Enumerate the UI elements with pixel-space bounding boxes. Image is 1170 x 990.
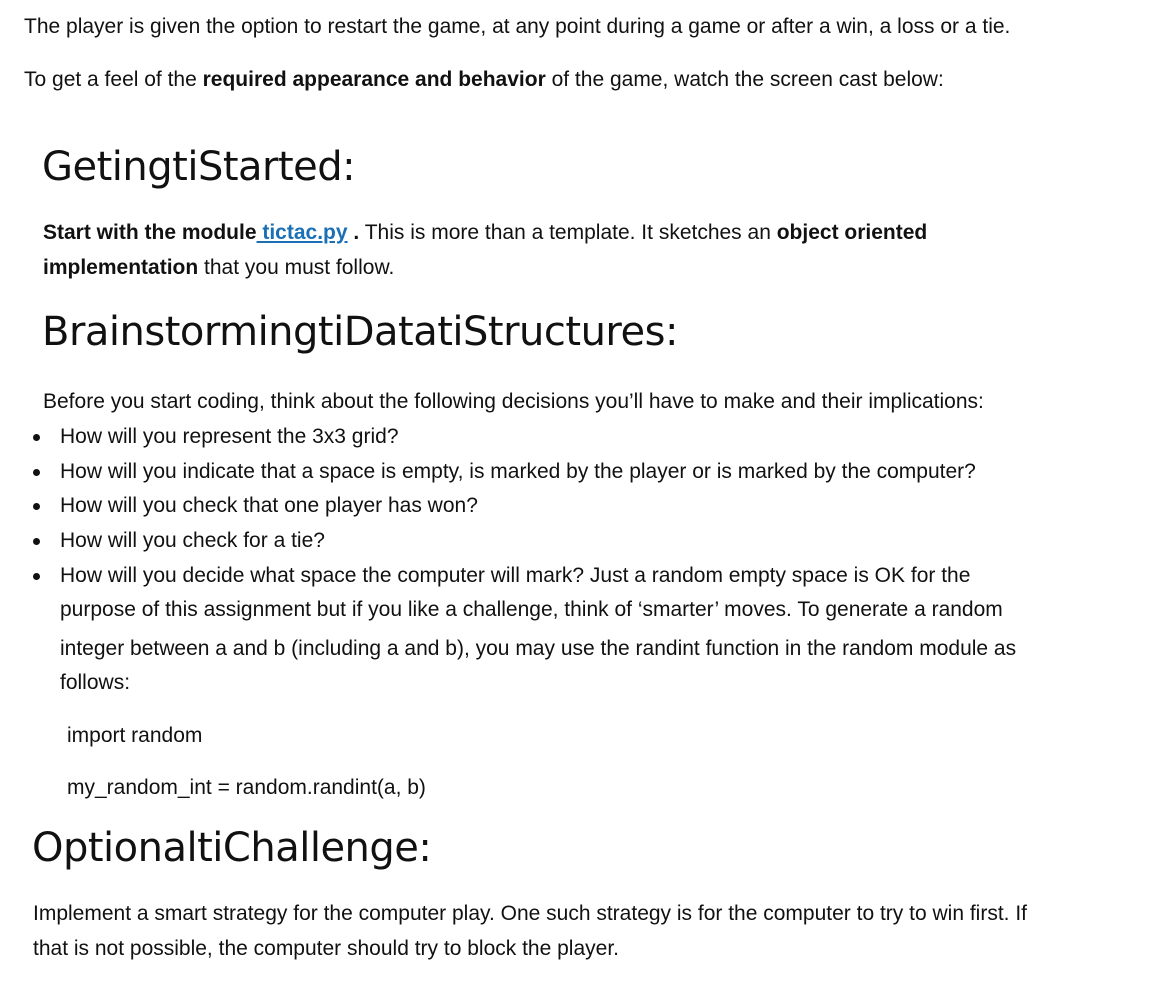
- brainstorming-heading: BrainstormingtiDatatiStructures:: [42, 309, 678, 355]
- code-import-line: import random: [67, 724, 203, 747]
- bullet-icon: [33, 434, 40, 441]
- restart-paragraph: [24, 15, 1010, 39]
- bullet5-continuation-3: follows:: [60, 671, 131, 694]
- must-follow-text: that you must follow.: [198, 256, 395, 279]
- bullet5-continuation-2: integer between a and b (including a and b), you may use the randint function in the random module as: [60, 637, 1017, 660]
- implementation-bold: implementation: [43, 256, 199, 279]
- optional-challenge-line2: that is not possible, the computer should try to block the player.: [33, 937, 619, 960]
- tictac-module-link[interactable]: tictac.py: [256, 221, 348, 244]
- bullet-icon: [33, 469, 40, 476]
- start-module-bold: Start with the module: [43, 221, 257, 244]
- bullet-icon: [33, 503, 40, 510]
- bullet-icon: [33, 573, 40, 580]
- object-oriented-bold: object oriented: [776, 221, 928, 244]
- optional-challenge-heading: OptionaltiChallenge:: [32, 825, 432, 871]
- bullet5-continuation-1: purpose of this assignment but if you like a challenge, think of ‘smarter’ moves. To generate a random: [60, 598, 1003, 621]
- code-randint-line: my_random_int = random.randint(a, b): [67, 776, 426, 799]
- feel-text-post: of the game, watch the screen cast below:: [545, 68, 944, 91]
- feel-paragraph: [24, 68, 944, 92]
- restart-text: The player is given the option to restart the game, at any point during a game or after a win, a loss or a tie.: [24, 15, 1011, 38]
- template-text: This is more than a template. It sketches an: [359, 221, 777, 244]
- getting-started-heading: GetingtiStarted:: [42, 144, 356, 190]
- feel-text-bold: required appearance and behavior: [202, 68, 546, 91]
- after-link-bold: .: [347, 221, 360, 244]
- getting-started-line2: [43, 256, 394, 280]
- brainstorming-intro: Before you start coding, think about the following decisions you’ll have to make and their implications:: [43, 390, 984, 413]
- bullet-icon: [33, 538, 40, 545]
- optional-challenge-line1: Implement a smart strategy for the computer play. One such strategy is for the computer to try to win first. If: [33, 902, 1027, 925]
- getting-started-line1: [43, 221, 927, 245]
- feel-text-pre: To get a feel of the: [24, 68, 203, 91]
